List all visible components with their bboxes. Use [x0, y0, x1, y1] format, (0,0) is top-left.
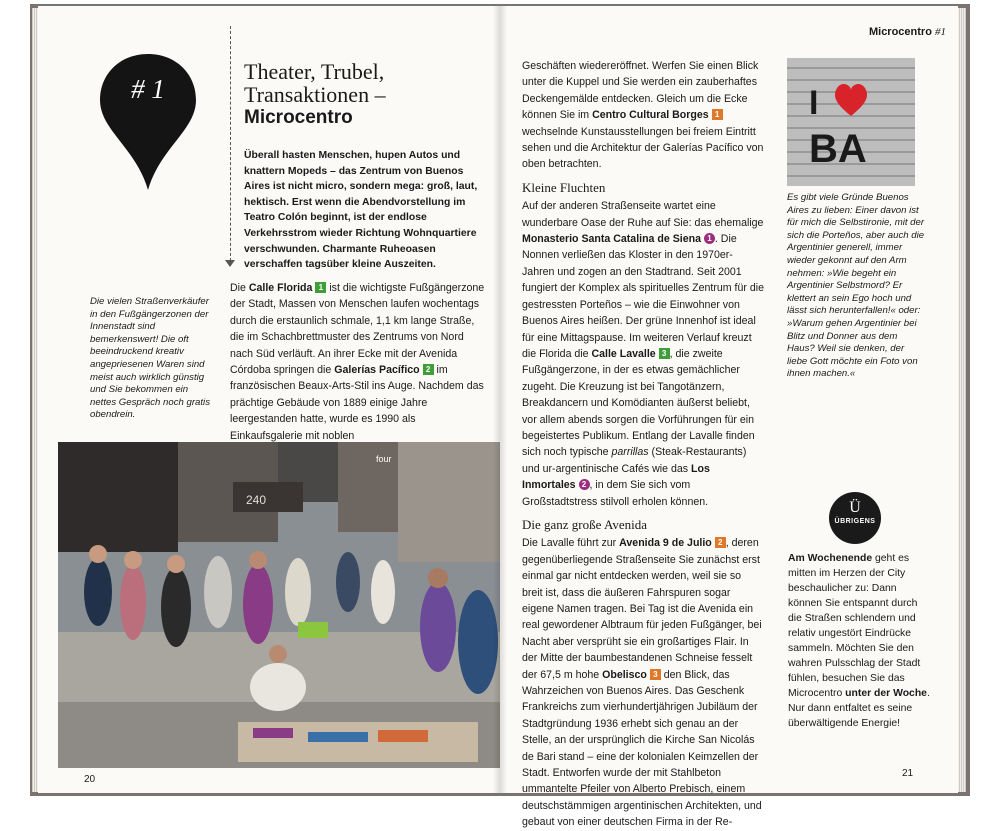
text: (Steak-Restaurants) und ur-argentinische Cafés wie das — [522, 446, 747, 475]
text: Geschäften wiedereröffnet. Werfen Sie einen Blick unter die Kuppel und Sie werden ein zauberhaftes Deckengemälde entdecken. Gleich um die Ecke können Sie im — [522, 60, 759, 122]
term-parrillas: parrillas — [611, 446, 649, 459]
place-galerias-pacifico: Galerías Pacífico — [334, 364, 420, 377]
map-marker-icon: 2 — [579, 479, 590, 490]
subheading-avenida: Die ganz große Avenida — [522, 516, 648, 532]
title-line-1: Theater, Trubel, — [244, 59, 385, 84]
paragraph — [522, 535, 764, 830]
running-head-number: #1 — [935, 26, 946, 38]
right-page — [500, 6, 958, 829]
place-centro-cultural-borges: Centro Cultural Borges — [592, 109, 709, 122]
location-pin-icon — [98, 52, 198, 197]
chapter-badge: # 1 — [131, 74, 165, 104]
paragraph — [522, 58, 764, 173]
body-paragraph — [230, 280, 488, 444]
title-line-3: Microcentro — [244, 107, 353, 128]
map-marker-icon: 1 — [704, 233, 715, 244]
left-page — [38, 6, 500, 793]
lead-paragraph: Überall hasten Menschen, hupen Autos und knattern Mopeds – das Zentrum von Buenos Aires ist nicht micro, sondern mega: groß, laut, hektisch. Erst wenn die Abendvorstellung im Teatro Colón beginnt, ist der endlose Verkehrsstrom wieder Richtung Wohnquartiere verschwunden. Charmante Ruheoasen verschaffen tagsüber kleine Auszeiten. — [244, 150, 478, 271]
text: , deren gegenüberliegende Straßenseite Sie zunächst erst einmal gar nicht entdecken werden, weil sie so breit ist, dass die äußeren Fahrspuren sogar eigene Namen tragen. Bei Tag ist die Avenida ein real gewordener Albtraum für jeden Fußgänger, bei Nacht aber versprüht sie ein großartiges Flair. In der Mitte der baumbestandenen Schneise fesselt der 67,5 m hohe — [522, 537, 762, 681]
text: geht es mitten im Herzen der City beschaulicher zu: Dann können Sie entspannt durch die Straßen schlendern und relativ ungestört Eindrücke sammeln. Möchten Sie den wahren Pulsschlag der Stadt fühlen, besuchen Sie das Microcentro — [788, 553, 921, 699]
place-obelisco: Obelisco — [602, 668, 647, 681]
body-text — [522, 58, 764, 831]
map-marker-icon: 2 — [715, 537, 726, 548]
title-line-2: Transaktionen – — [244, 82, 386, 107]
map-marker-icon: 1 — [712, 109, 723, 120]
subheading-kleine-fluchten: Kleine Fluchten — [522, 179, 606, 195]
street-photo — [58, 442, 500, 768]
page-number: 20 — [84, 774, 96, 785]
text: ist die wichtigste Fußgängerzone der Stadt, Massen von Menschen laufen wochentags durch die erstaunlich schmale, 1,1 km lange Straße, die im Schachbrettmuster des Zentrums von Nord nach Süd verläuft. An ihrer Ecke mit der Avenida Córdoba springen die — [230, 282, 485, 377]
text: im französischen Beaux-Arts-Stil ins Auge. Nachdem das prächtige Gebäude von 1889 einige Jahre leergestanden hatte, wurde es 1990 als Einkaufsgalerie mit noblen — [230, 364, 484, 442]
sticker-text: BA — [809, 127, 867, 171]
map-marker-icon: 1 — [315, 282, 326, 293]
map-marker-icon: 3 — [659, 348, 670, 359]
paragraph — [522, 198, 764, 510]
uebrigens-text — [788, 551, 932, 731]
book-gutter — [493, 6, 507, 793]
place-monasterio: Monasterio Santa Catalina de Siena — [522, 233, 701, 246]
text: Auf der anderen Straßenseite wartet eine wunderbare Oase der Ruhe auf Sie: das ehemalige — [522, 200, 764, 229]
text: , die zweite Fußgängerzone, in der es etwas gemächlicher zugeht. Die Kreuzung ist bei Tangotänzern, Breakdancern und Komödianten äußerst beliebt, vor allem abends sorgen die Vorführungen für ein begeistertes Publikum. Entlang der Lavalle finden sich noch typische — [522, 347, 755, 459]
text: . Die Nonnen verließen das Kloster in den 1970er-Jahren und zogen an den Stadtrand. Seit 2001 fungiert der Komplex als spirituelles Zentrum für die gestressten Porteños – wie die Einwohner von Buenos Aires heißen. Der grüne Innenhof ist ideal für eine Mittagspause. Im weiteren Verlauf kreuzt die Florida die — [522, 233, 764, 360]
page-number: 21 — [902, 768, 914, 779]
arrow-down-icon — [225, 260, 235, 267]
highlight: Am Wochenende — [788, 553, 873, 564]
text: wechselnde Kunstausstellungen bei freiem Eintritt sehen und die Architektur der Galerías Pacífico von oben betrachten. — [522, 125, 764, 171]
i-love-ba-sticker-photo — [787, 58, 915, 186]
running-head — [869, 26, 946, 38]
uebrigens-badge — [829, 492, 881, 544]
place-avenida-9-de-julio: Avenida 9 de Julio — [619, 537, 712, 550]
text: , in dem Sie sich vom Großstadtstress stilvoll erholen können. — [522, 479, 709, 508]
sticker-text: I — [809, 84, 819, 122]
sign-text: four — [376, 454, 392, 464]
place-los-inmortales: Los Inmortales — [522, 462, 710, 492]
sidebar-note-right: Es gibt viele Gründe Buenos Aires zu lieben: Einer davon ist für mich die Selbstironie, mit der sich die Porteños, aber auch die Argentinier generell, immer wieder gekonnt auf den Arm nehmen: »Wie begeht ein Argentinier Selbstmord? Er klettert an sein Ego hoch und lässt sich herunterfallen!« oder: »Warum gehen Argentinier bei Blitz und Donner aus dem Haus? Weil sie denken, der liebe Gott möchte ein Foto von ihnen machen.« — [787, 192, 925, 380]
badge-letter: Ü — [849, 499, 861, 516]
sidebar-note-left: Die vielen Straßenverkäufer in den Fußgängerzonen der Innenstadt sind bemerkenswert! Die oft beeindruckend kreativ angepriesenen Waren sind meist auch wirklich günstig und Sie bekommen ein nettes Gespräch noch gratis obendrein. — [90, 296, 210, 421]
map-marker-icon: 3 — [650, 669, 661, 680]
text: . Nur dann entfaltet es seine überwältigende Energie! — [788, 688, 930, 729]
text: Die Lavalle führt zur — [522, 537, 620, 550]
place-calle-florida: Calle Florida — [248, 282, 313, 294]
badge-label: ÜBRIGENS — [834, 518, 876, 525]
map-marker-icon: 2 — [423, 364, 434, 375]
running-head-title: Microcentro — [868, 26, 932, 38]
place-calle-lavalle: Calle Lavalle — [591, 347, 656, 360]
chapter-title — [244, 60, 474, 129]
text: Die — [230, 282, 249, 294]
divider-line — [230, 26, 231, 266]
text: den Blick, das Wahrzeichen von Buenos Aires. Das Geschenk Frankreichs zum vierhundertjährigen Jubiläum der Stadtgründung 1936 erhebt sich genau an der Stelle, an der ursprünglich die Kirche San Nicolás de Bari stand – eine der kolonialen Keimzellen der Stadt. Entworfen wurde der mit Stahlbeton ummantelte Pfeiler von Alberto Prebisch, einem deutschstämmigen argentinischen Architekten, und gebaut von einer deutschen Firma in der Re- — [522, 668, 762, 829]
page-edges-right — [958, 8, 966, 792]
highlight: unter der Woche — [845, 688, 927, 699]
sign-text: 240 — [246, 493, 267, 507]
